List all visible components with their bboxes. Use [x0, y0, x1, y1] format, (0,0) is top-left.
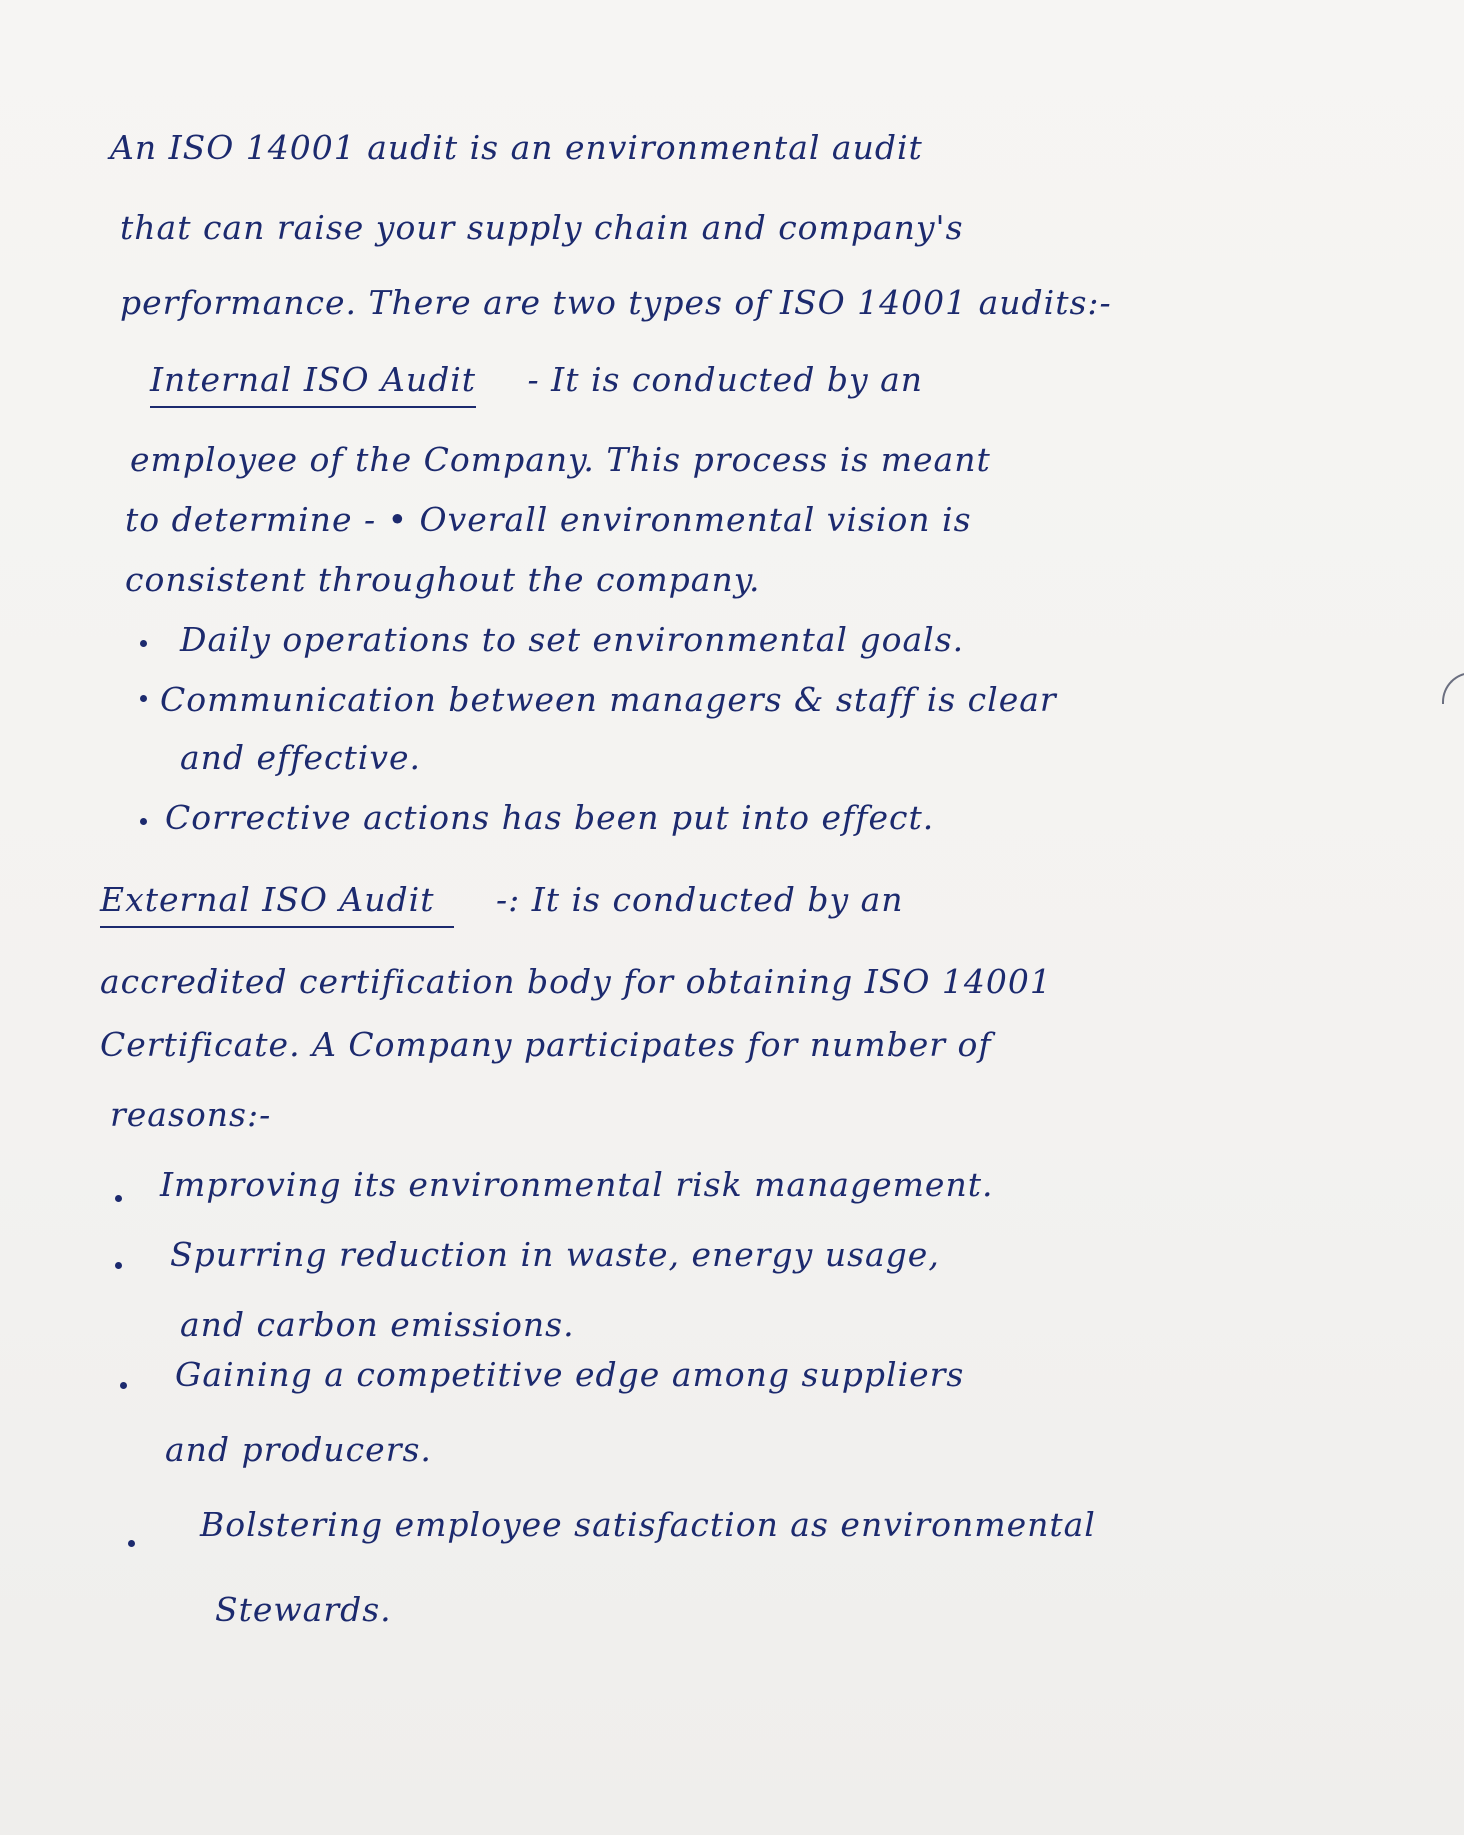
internal-bullet-2a: Communication between managers & staff is clear [160, 680, 1057, 719]
internal-bullet-3: Corrective actions has been put into effect. [165, 798, 935, 837]
external-audit-heading-line [100, 880, 904, 928]
intro-line-1: An ISO 14001 audit is an environmental audit [110, 128, 923, 167]
external-bullet-4a: Bolstering employee satisfaction as environmental [200, 1505, 1096, 1544]
bullet-dot [140, 640, 147, 647]
external-line-2: accredited certification body for obtaining ISO 14001 [100, 962, 1052, 1001]
external-audit-heading: External ISO Audit [100, 880, 454, 928]
bullet-dot [120, 1382, 127, 1389]
internal-line-4: consistent throughout the company. [125, 560, 761, 599]
internal-line-2: employee of the Company. This process is meant [130, 440, 991, 479]
internal-line-3: to determine - • Overall environmental vision is [125, 500, 972, 539]
bullet-dot [115, 1195, 122, 1202]
external-bullet-4b: Stewards. [215, 1590, 392, 1629]
external-line-1: -: It is conducted by an [495, 880, 904, 919]
intro-line-3: performance. There are two types of ISO 14001 audits:- [120, 283, 1112, 322]
external-bullet-3b: and producers. [165, 1430, 432, 1469]
external-line-4: reasons:- [110, 1095, 272, 1134]
bullet-dot [140, 695, 147, 702]
intro-line-2: that can raise your supply chain and company's [120, 208, 964, 247]
internal-audit-heading: Internal ISO Audit [150, 360, 476, 408]
external-bullet-1: Improving its environmental risk management. [160, 1165, 994, 1204]
internal-bullet-1: Daily operations to set environmental goals. [180, 620, 965, 659]
external-line-3: Certificate. A Company participates for number of [100, 1025, 992, 1064]
internal-line-1: - It is conducted by an [527, 360, 924, 399]
bullet-dot [128, 1540, 135, 1547]
internal-bullet-2b: and effective. [180, 738, 421, 777]
bullet-dot [115, 1262, 122, 1269]
external-bullet-2a: Spurring reduction in waste, energy usage, [170, 1235, 940, 1274]
bullet-dot [140, 818, 147, 825]
external-bullet-2b: and carbon emissions. [180, 1305, 575, 1344]
paper-edge-mark [1442, 672, 1464, 704]
external-bullet-3a: Gaining a competitive edge among suppliers [175, 1355, 965, 1394]
internal-audit-heading-line [150, 360, 923, 408]
